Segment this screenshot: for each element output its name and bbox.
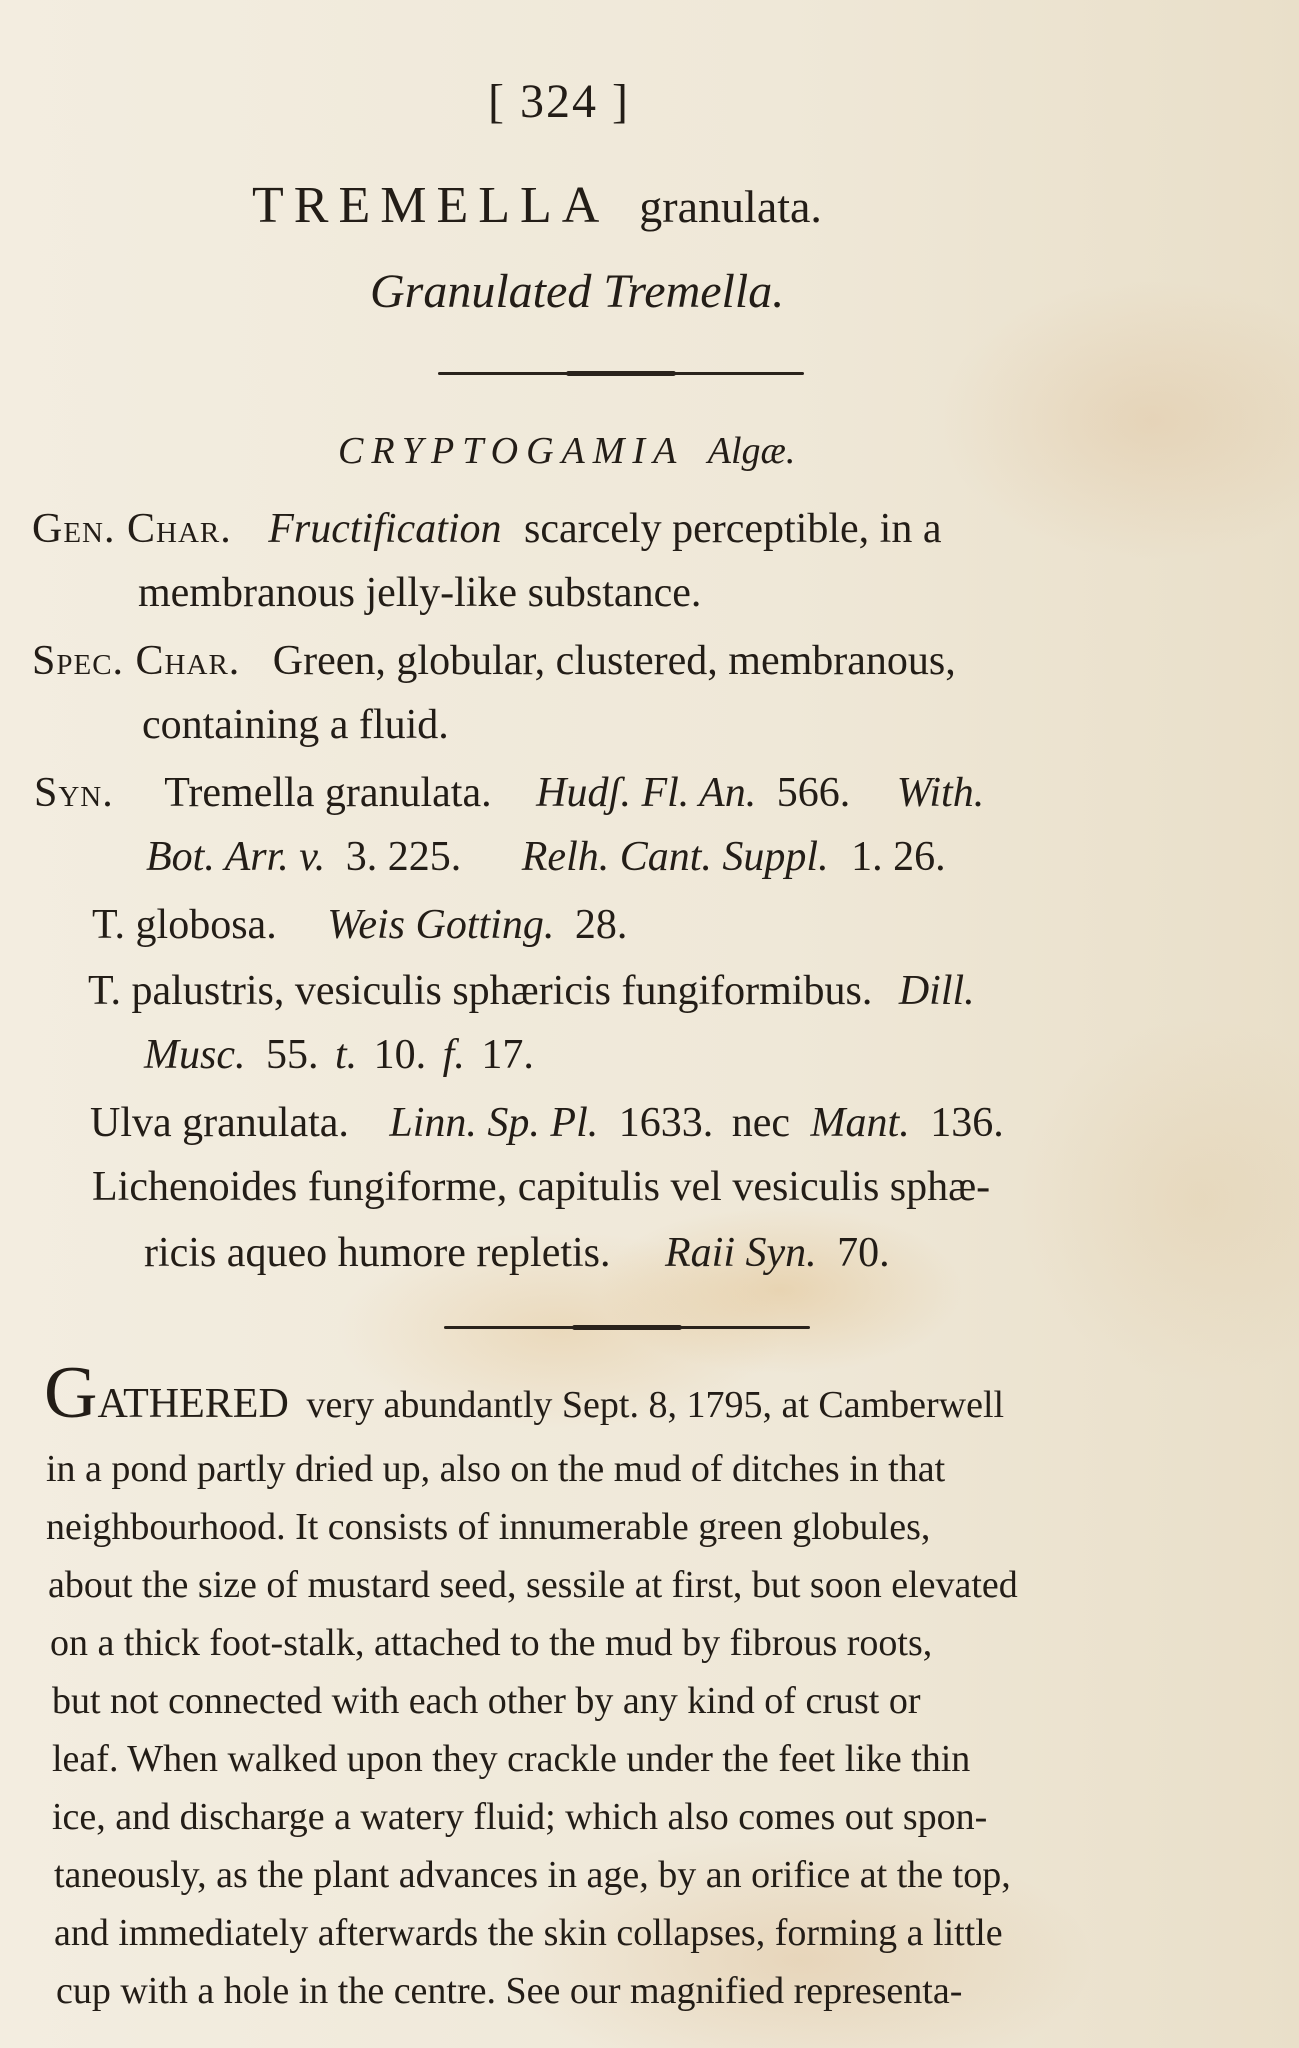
description-line: leaf. When walked upon they crackle under the feet like thin	[52, 1738, 971, 1780]
gen-char-text: scarcely perceptible, in a	[524, 506, 942, 552]
syn4-ref2: Mant.	[810, 1100, 910, 1146]
syn5-ref: Raii Syn.	[665, 1230, 817, 1276]
syn1-line2-ref2: Relh. Cant. Suppl.	[521, 834, 829, 880]
syn1-ref1: Hudʃ. Fl. An.	[536, 770, 757, 816]
syn4-nec: nec	[731, 1100, 791, 1146]
syn3-line2-num1: 55.	[265, 1032, 319, 1078]
syn1-line2-num1: 3. 225.	[345, 834, 462, 880]
syn3-line2-num2: 10.	[373, 1032, 427, 1078]
description-line-1-rest: very abundantly Sept. 8, 1795, at Camberwell	[306, 1384, 1005, 1426]
description-line: on a thick foot-stalk, attached to the mud by fibrous roots,	[50, 1622, 933, 1664]
syn-line-4	[88, 970, 975, 1012]
syn1-ref1-num: 566.	[776, 770, 851, 816]
description-line: and immediately afterwards the skin collapses, forming a little	[54, 1912, 1003, 1954]
syn3-ref: Dill.	[898, 968, 975, 1014]
description-line-1	[44, 1352, 1005, 1434]
spec-char-line-1	[32, 640, 956, 682]
syn-line-6	[90, 1102, 1004, 1144]
first-word-rest: ATHERED	[97, 1381, 289, 1427]
syn3-line2-num3: 17.	[481, 1032, 534, 1078]
spec-char-line-2: containing a fluid.	[142, 702, 449, 748]
spec-char-label: Spec. Char.	[32, 638, 241, 684]
middle-divider	[444, 1326, 810, 1329]
gen-char-line-1	[32, 508, 941, 550]
common-name-subtitle: Granulated Tremella.	[370, 265, 785, 318]
description-line: neighbourhood. It consists of innumerable green globules,	[46, 1506, 931, 1548]
syn3-name: T. palustris, vesiculis sphæricis fungiformibus.	[88, 968, 873, 1014]
syn3-line2-t: t.	[334, 1032, 358, 1078]
syn4-name: Ulva granulata.	[90, 1100, 349, 1146]
syn1-name: Tremella granulata.	[164, 770, 492, 816]
order-name: Algæ.	[707, 430, 796, 472]
syn-line-7: Lichenoides fungiforme, capitulis vel vesiculis sphæ-	[92, 1164, 991, 1210]
syn1-line2-ref1: Bot. Arr. v.	[146, 834, 326, 880]
gen-char-italic: Fructification	[268, 506, 502, 552]
syn2-num: 28.	[574, 902, 628, 948]
description-line: ice, and discharge a watery fluid; which also comes out spon-	[52, 1796, 988, 1838]
description-line: taneously, as the plant advances in age, by an orifice at the top,	[54, 1854, 1011, 1896]
syn-line-3	[92, 904, 627, 946]
genus-name: TREMELLA	[252, 177, 610, 234]
description-line: in a pond partly dried up, also on the mud of ditches in that	[46, 1448, 946, 1490]
syn4-num2: 136.	[930, 1100, 1004, 1146]
description-line: about the size of mustard seed, sessile at first, but soon elevated	[48, 1564, 1018, 1606]
syn2-ref: Weis Gotting.	[327, 902, 555, 948]
page-number: [ 324 ]	[488, 75, 630, 128]
syn-line-8	[144, 1232, 890, 1274]
description-line: cup with a hole in the centre. See our magnified representa-	[56, 1970, 963, 2012]
drop-cap: G	[44, 1352, 98, 1434]
syn2-name: T. globosa.	[92, 902, 277, 948]
syn5-line2: ricis aqueo humore repletis.	[144, 1230, 611, 1276]
top-divider	[438, 372, 804, 375]
syn-line-1	[34, 772, 984, 814]
gen-char-line-2: membranous jelly-like substance.	[138, 570, 702, 616]
syn-line-5	[144, 1034, 534, 1076]
syn3-line2-f: f.	[442, 1032, 465, 1078]
gen-char-label: Gen. Char.	[32, 506, 232, 552]
syn-label: Syn.	[34, 770, 114, 816]
syn3-line2-ref: Musc.	[144, 1032, 246, 1078]
syn1-line2-num2: 1. 26.	[851, 834, 946, 880]
spec-char-text: Green, globular, clustered, membranous,	[272, 638, 956, 684]
syn5-num: 70.	[837, 1230, 890, 1276]
class-name: CRYPTOGAMIA	[338, 430, 685, 472]
classification	[338, 432, 795, 470]
syn4-num1: 1633.	[618, 1100, 714, 1146]
species-title	[252, 177, 822, 234]
description-line: but not connected with each other by any kind of crust or	[52, 1680, 921, 1722]
syn4-ref1: Linn. Sp. Pl.	[389, 1100, 599, 1146]
syn1-ref2: With.	[896, 770, 985, 816]
syn-line-2	[146, 836, 946, 878]
species-epithet: granulata.	[639, 181, 822, 232]
